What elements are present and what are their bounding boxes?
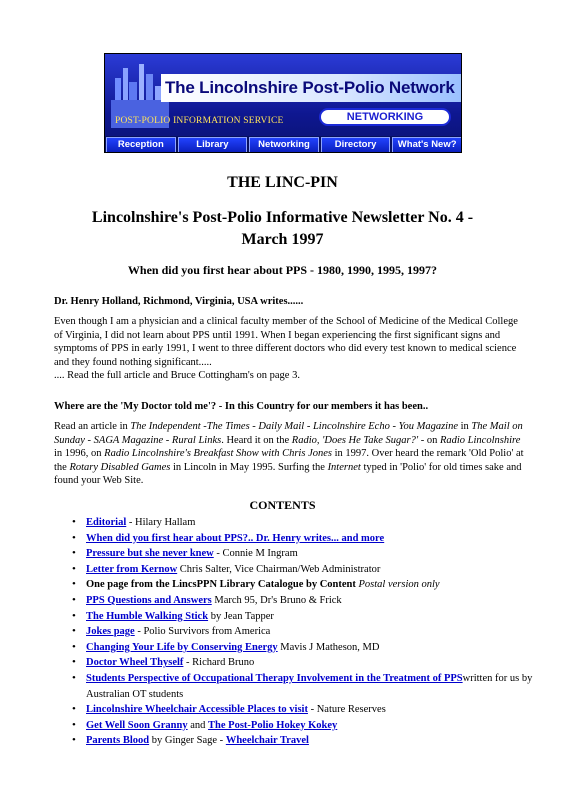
item-note: - Hilary Hallam <box>126 517 196 528</box>
contents-heading: CONTENTS <box>249 498 316 512</box>
publication-names: The Independent -The Times - Daily Mail - Lincolnshire Echo - You Magazine <box>130 421 458 432</box>
banner-subtitle: POST-POLIO INFORMATION SERVICE <box>115 116 284 126</box>
article1-heading: Dr. Henry Holland, Richmond, Virginia, USA writes...... <box>54 296 304 307</box>
newsletter-title: Lincolnshire's Post-Polio Informative Newsletter No. 4 - March 1997 <box>91 209 474 248</box>
event-name: Rotary Disabled Games <box>69 461 171 473</box>
library-catalogue-item: One page from the LincsPPN Library Catalogue by Content <box>86 579 356 591</box>
item-note: - Nature Reserves <box>307 704 386 716</box>
text: in 1996, on <box>54 448 105 459</box>
item-note: - Connie M Ingram <box>213 548 298 560</box>
item-note: March 95, Dr's Bruno & Frick <box>211 594 342 606</box>
link-editorial[interactable]: Editorial <box>86 517 127 528</box>
nav-reception[interactable]: Reception <box>106 137 176 153</box>
text: . Heard it on the <box>221 434 292 446</box>
page-title: THE LINC-PIN <box>227 174 338 191</box>
link-parents-blood[interactable]: Parents Blood <box>86 735 150 747</box>
link-get-well-granny[interactable]: Get Well Soon Granny <box>86 719 188 731</box>
list-item <box>86 624 546 640</box>
text: in Lincoln in May 1995. Surfing the <box>170 461 328 473</box>
article2-body <box>54 420 524 488</box>
link-jokes[interactable]: Jokes page <box>86 626 135 638</box>
link-letter-kernow[interactable]: Letter from Kernow <box>86 563 178 575</box>
list-item <box>86 577 546 593</box>
item-note: written for us by Australian OT students <box>86 672 533 700</box>
article2-heading: Where are the 'My Doctor told me'? - In this Country for our members it has been.. <box>54 401 429 412</box>
publication-names: The Mail on Sunday - SAGA Magazine - Rural Links <box>54 421 523 446</box>
nav-directory[interactable]: Directory <box>321 137 391 153</box>
internet-word: Internet <box>327 461 361 473</box>
link-doctor-wheel[interactable]: Doctor Wheel Thyself <box>86 657 184 669</box>
list-item <box>86 655 546 671</box>
article1-more: .... Read the full article and Bruce Cottingham's on page 3. <box>54 370 300 381</box>
nav-whats-new[interactable]: What's New? <box>392 137 462 153</box>
list-item <box>86 733 546 749</box>
link-pressure[interactable]: Pressure but she never knew <box>86 548 214 560</box>
radio-station: Radio Lincolnshire <box>439 434 521 446</box>
nav-library[interactable]: Library <box>178 137 248 153</box>
radio-programme: Radio, 'Does He Take Sugar?' <box>291 434 419 446</box>
article1-body <box>54 315 524 383</box>
item-note: Mavis J Matheson, MD <box>277 641 380 653</box>
text: - on <box>418 434 440 446</box>
item-note: Postal version only <box>355 579 440 591</box>
link-wheelchair-places[interactable]: Lincolnshire Wheelchair Accessible Places to visit <box>86 704 308 716</box>
list-item <box>86 515 546 531</box>
link-ot-students[interactable]: Students Perspective of Occupational Therapy Involvement in the Treatment of PPS <box>86 672 463 684</box>
text: typed in 'Polio' for old times sake and found your Web Site. <box>54 461 522 486</box>
item-note: - Polio Survivors from America <box>134 626 271 638</box>
link-walking-stick[interactable]: The Humble Walking Stick <box>86 610 209 622</box>
link-wheelchair-travel[interactable]: Wheelchair Travel <box>225 735 309 747</box>
radio-show: Radio Lincolnshire's Breakfast Show with Chris Jones <box>104 448 332 459</box>
item-note: Chris Salter, Vice Chairman/Web Administrator <box>177 563 381 575</box>
item-note: - Richard Bruno <box>183 657 255 669</box>
site-banner <box>104 53 462 153</box>
banner-title: The Lincolnshire Post-Polio Network <box>165 78 455 97</box>
list-item <box>86 593 546 609</box>
text: Read an article in <box>54 421 131 432</box>
link-hokey-kokey[interactable]: The Post-Polio Hokey Kokey <box>208 719 338 731</box>
link-first-hear-pps[interactable]: When did you first hear about PPS?.. Dr. Henry writes... and more <box>86 532 385 544</box>
list-item <box>86 531 546 547</box>
list-item <box>86 671 546 702</box>
item-note: by Jean Tapper <box>208 610 274 622</box>
list-item <box>86 702 546 718</box>
list-item <box>86 562 546 578</box>
list-item <box>86 718 546 734</box>
networking-section-badge: NETWORKING <box>319 108 451 126</box>
link-pps-qa[interactable]: PPS Questions and Answers <box>86 594 212 606</box>
item-note: and <box>187 719 209 731</box>
link-conserving-energy[interactable]: Changing Your Life by Conserving Energy <box>86 641 278 653</box>
list-item <box>86 609 546 625</box>
list-item <box>86 546 546 562</box>
question-heading: When did you first hear about PPS - 1980, 1990, 1995, 1997? <box>127 263 438 277</box>
text: in 1997. Over heard the remark 'Old Polio' at the <box>54 448 524 473</box>
banner-nav <box>105 136 462 153</box>
list-item <box>86 640 546 656</box>
contents-list <box>54 515 546 749</box>
text: in <box>458 421 472 432</box>
item-note: by Ginger Sage - <box>149 735 226 747</box>
nav-networking[interactable]: Networking <box>249 137 319 153</box>
article1-text: Even though I am a physician and a clinical faculty member of the School of Medicine of the Medical College of Virginia, I did not learn about PPS until 1991. When I began experiencing the first significant signs and symptoms of PPS in early 1991, I went to three different doctors who did every test known to medical science and they found nothing significant..... <box>54 316 518 368</box>
